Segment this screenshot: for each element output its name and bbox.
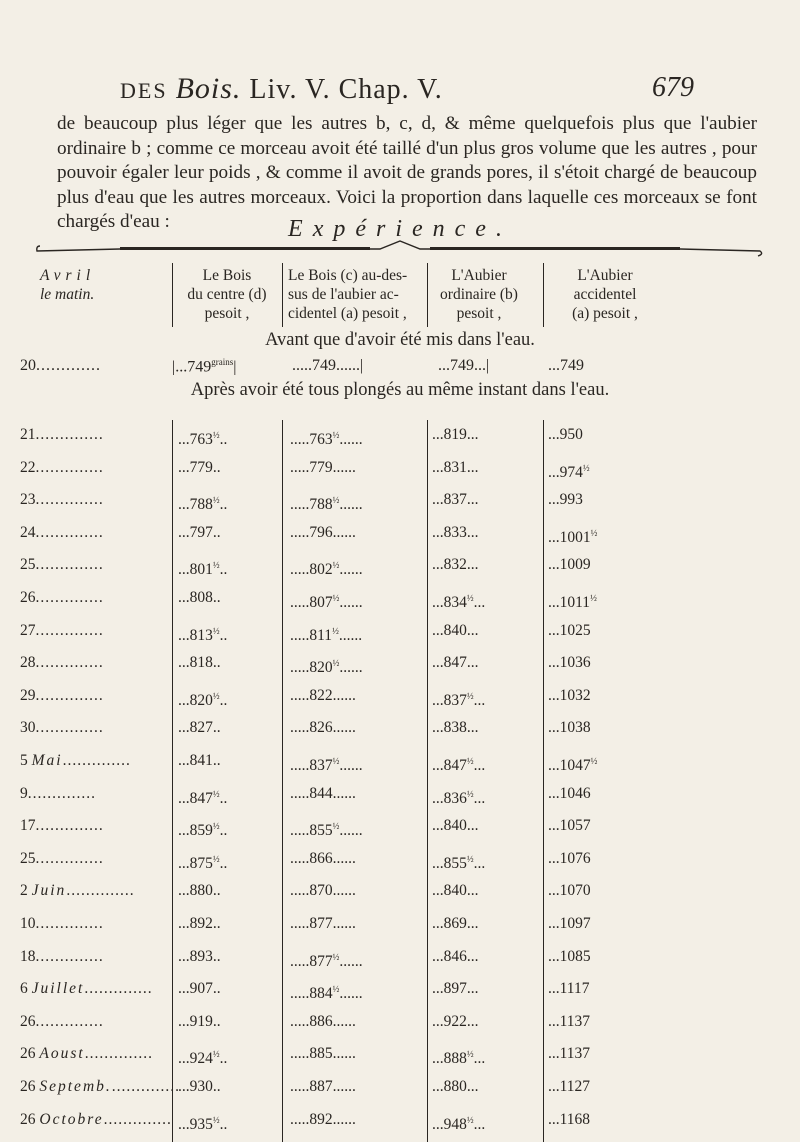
table-row	[0, 1077, 800, 1097]
row-value-1: $...847^{\frac{1}{2}}$..	[178, 788, 228, 807]
table-row	[0, 425, 800, 449]
row-value-4: ...1032	[548, 686, 591, 704]
row-date: 28..............	[20, 654, 104, 672]
table-row	[0, 979, 800, 1003]
header-divider	[543, 263, 544, 327]
col-header-ordinaire: L'Aubier ordinaire (b) pesoit ,	[440, 267, 518, 322]
row-value-4: ...1137	[548, 1012, 591, 1030]
row-value-2: .....886......	[290, 1012, 356, 1030]
row-date: 27..............	[20, 621, 104, 639]
table-row	[0, 490, 800, 514]
row-value-2: .....870......	[290, 882, 356, 900]
row-value-4: ...1076	[548, 849, 591, 867]
row-value-2: $.....802^{\frac{1}{2}}$......	[290, 560, 363, 579]
row-value-4: $...1011^{\frac{1}{2}}$	[548, 593, 597, 612]
section-title: Expérience.	[288, 216, 512, 242]
row-value-2: $.....788^{\frac{1}{2}}$......	[290, 495, 363, 514]
row-value-1: ...930..	[178, 1078, 221, 1095]
table-row	[0, 784, 800, 807]
row-value-1: $...788^{\frac{1}{2}}$..	[178, 495, 228, 514]
row-value-4: ...1137	[548, 1045, 591, 1063]
row-date: 26..............	[20, 1012, 104, 1030]
row-value-4: ...1057	[548, 817, 591, 835]
row-value-4: ...1168	[548, 1110, 591, 1128]
col-header-centre: Le Bois du centre (d) pesoit ,	[187, 267, 267, 322]
row-value-3: ...869...	[432, 915, 479, 932]
row-value-2: $.....884^{\frac{1}{2}}$......	[290, 984, 363, 1003]
row-value-1: ...797..	[178, 523, 221, 541]
table-row	[0, 881, 800, 901]
row-value-3: ...831...	[432, 458, 479, 476]
table-row	[0, 816, 800, 840]
row-value-3: $...847^{\frac{1}{2}}$...	[432, 756, 486, 775]
row-value-1: $...859^{\frac{1}{2}}$..	[178, 821, 228, 840]
row-value-1: ...818..	[178, 654, 221, 672]
row-value-2: .....844......	[290, 784, 356, 802]
table-row	[0, 718, 800, 738]
row-value-1: $...813^{\frac{1}{2}}$..	[178, 625, 228, 644]
row-value-4: ...1070	[548, 882, 591, 900]
row-value-2: $.....811^{\frac{1}{2}}$......	[290, 625, 363, 644]
table-row	[0, 621, 800, 644]
row-date: 21..............	[20, 426, 104, 443]
row-value-1: $...820^{\frac{1}{2}}$..	[178, 690, 228, 709]
row-value-1: ...919..	[178, 1012, 221, 1030]
table-row	[0, 1044, 800, 1068]
row-value-3: ...838...	[432, 719, 479, 737]
row-value-3: ...846...	[432, 947, 479, 965]
row-date: 25..............	[20, 849, 104, 867]
header-des: DES	[120, 78, 168, 103]
page-number: 679	[652, 72, 694, 103]
row-value-4: ...1085	[548, 947, 591, 965]
row-date: 26 Octobre..............	[20, 1110, 172, 1128]
row-value-4: ...1127	[548, 1078, 591, 1095]
row-value-4: ...950	[548, 426, 583, 443]
row-date: 24..............	[20, 523, 104, 541]
row-date: 26 Aoust..............	[20, 1045, 153, 1063]
row-date: 30..............	[20, 719, 104, 737]
row-value-1: ...827..	[178, 719, 221, 737]
row-value-1: ...841..	[178, 752, 221, 769]
row-date: 10..............	[20, 915, 104, 932]
table-row	[0, 1110, 800, 1133]
row-value-2: .....796......	[290, 523, 356, 541]
row-value-4: ...1117	[548, 980, 590, 998]
row-value-3: ...847...	[432, 654, 479, 672]
row-value-3: ...840...	[432, 621, 479, 639]
row-date: 25..............	[20, 556, 104, 574]
row-date: 26..............	[20, 589, 104, 606]
header-divider	[282, 263, 283, 327]
row-date: 18..............	[20, 947, 104, 965]
row-value-4: ...1038	[548, 719, 591, 737]
row-value-2: $.....807^{\frac{1}{2}}$......	[290, 593, 363, 612]
row-value-4: ...1036	[548, 654, 591, 672]
row-value-3: $...888^{\frac{1}{2}}$...	[432, 1049, 486, 1068]
table-row	[0, 1012, 800, 1032]
row-before-accidentel: ...749	[548, 357, 584, 374]
row-value-4: ...1025	[548, 621, 591, 639]
table-row	[0, 653, 800, 677]
row-value-2: .....892......	[290, 1110, 356, 1128]
row-value-2: .....887......	[290, 1078, 356, 1095]
row-value-3: ...922...	[432, 1012, 479, 1030]
row-value-4: $...974^{\frac{1}{2}}$	[548, 462, 590, 481]
row-value-3: ...897...	[432, 980, 479, 998]
row-value-2: $.....877^{\frac{1}{2}}$......	[290, 951, 363, 970]
row-value-3: ...880...	[432, 1078, 479, 1095]
row-before-centre: $|...749^{grains}|$	[172, 357, 237, 376]
row-value-3: $...948^{\frac{1}{2}}$...	[432, 1114, 486, 1133]
row-value-4: $...1047^{\frac{1}{2}}$	[548, 756, 598, 775]
row-date: 5 Mai..............	[20, 752, 131, 769]
table-row	[0, 686, 800, 709]
row-value-2: $.....820^{\frac{1}{2}}$......	[290, 658, 363, 677]
row-value-4: ...1009	[548, 556, 591, 574]
row-value-3: ...833...	[432, 523, 479, 541]
row-value-1: $...801^{\frac{1}{2}}$..	[178, 560, 228, 579]
row-date: 6 Juillet..............	[20, 980, 153, 998]
note-after: Après avoir été tous plongés au même instant dans l'eau.	[190, 380, 610, 400]
table-row	[0, 849, 800, 872]
note-before: Avant que d'avoir été mis dans l'eau.	[265, 330, 535, 350]
table-row	[0, 914, 800, 934]
running-header	[120, 72, 694, 108]
row-date: 23..............	[20, 491, 104, 509]
row-before-dessus: .....749......|	[292, 357, 364, 374]
row-date: 22..............	[20, 458, 104, 476]
row-value-2: .....822......	[290, 686, 356, 704]
row-value-3: $...834^{\frac{1}{2}}$...	[432, 593, 486, 612]
body-paragraph: de beaucoup plus léger que les autres b, c, d, & même quelquefois plus que l'aubier ordinaire b ; comme ce morceau avoit été taillé d'un plus gros volume que les autres , pour pouvoir égaler leur poids , & comme il avoit de grands pores, il s'étoit chargé de beaucoup plus d'eau que les autres morceaux. Voici la proportion dans laquelle ces morceaux se font chargés d'eau :	[57, 113, 757, 233]
row-value-1: $...935^{\frac{1}{2}}$..	[178, 1114, 228, 1133]
table-row	[0, 751, 800, 775]
row-value-2: $.....763^{\frac{1}{2}}$......	[290, 430, 363, 449]
row-value-2: .....885......	[290, 1045, 356, 1063]
row-value-2: .....866......	[290, 849, 356, 867]
row-value-3: $...837^{\frac{1}{2}}$...	[432, 690, 486, 709]
row-value-1: $...924^{\frac{1}{2}}$..	[178, 1049, 228, 1068]
row-value-2: .....877......	[290, 915, 356, 932]
table-row	[0, 555, 800, 579]
row-value-2: .....779......	[290, 458, 356, 476]
row-before-ordinaire: ...749...|	[438, 357, 490, 374]
row-value-4: $...1001^{\frac{1}{2}}$	[548, 527, 598, 546]
row-value-3: ...837...	[432, 491, 479, 509]
row-value-3: $...836^{\frac{1}{2}}$...	[432, 788, 486, 807]
row-value-1: ...892..	[178, 915, 221, 932]
table-row	[0, 458, 800, 481]
row-date: 26 Septemb...............	[20, 1078, 181, 1095]
row-value-1: $...875^{\frac{1}{2}}$..	[178, 853, 228, 872]
row-before-date: 20.............	[20, 357, 101, 374]
row-value-3: ...840...	[432, 817, 479, 835]
row-date: 17..............	[20, 817, 104, 835]
row-value-2: $.....855^{\frac{1}{2}}$......	[290, 821, 363, 840]
col-header-date: Avril le matin.	[40, 267, 96, 303]
row-date: 9..............	[20, 784, 96, 802]
table-row	[0, 947, 800, 970]
row-value-1: ...779..	[178, 458, 221, 476]
row-value-3: $...855^{\frac{1}{2}}$...	[432, 853, 486, 872]
header-divider	[172, 263, 173, 327]
row-value-4: ...993	[548, 491, 583, 509]
row-value-1: ...880..	[178, 882, 221, 900]
row-date: 29..............	[20, 686, 104, 704]
row-value-1: ...907..	[178, 980, 221, 998]
row-value-3: ...819...	[432, 426, 479, 443]
header-chapter: Liv. V. Chap. V.	[249, 74, 443, 105]
row-value-1: $...763^{\frac{1}{2}}$..	[178, 430, 228, 449]
row-value-4: ...1097	[548, 915, 591, 932]
ornament-rule	[0, 240, 800, 264]
row-value-4: ...1046	[548, 784, 591, 802]
row-value-1: ...808..	[178, 589, 221, 606]
table-row	[0, 523, 800, 546]
col-header-dessus: Le Bois (c) au-des- sus de l'aubier ac- cidentel (a) pesoit ,	[288, 267, 408, 322]
row-date: 2 Juin..............	[20, 882, 135, 900]
row-value-1: ...893..	[178, 947, 221, 965]
table-row	[0, 588, 800, 612]
row-value-3: ...832...	[432, 556, 479, 574]
header-bois: Bois.	[175, 72, 242, 105]
row-value-3: ...840...	[432, 882, 479, 900]
row-value-2: $.....837^{\frac{1}{2}}$......	[290, 756, 363, 775]
col-header-accidentel: L'Aubier accidentel (a) pesoit ,	[572, 267, 638, 322]
header-divider	[427, 263, 428, 327]
row-value-2: .....826......	[290, 719, 356, 737]
